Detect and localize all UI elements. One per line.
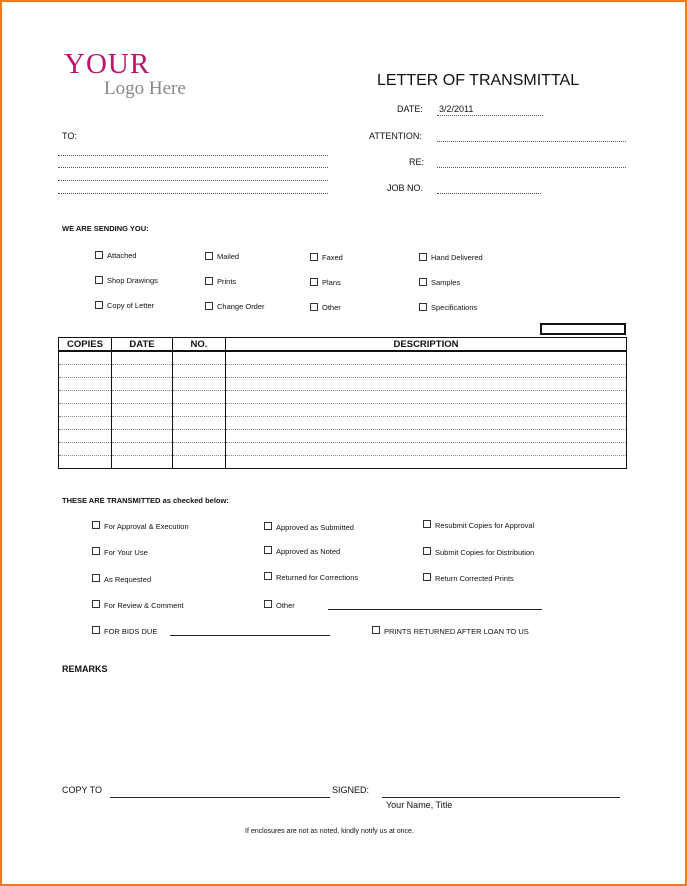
remarks-label: REMARKS (62, 664, 108, 674)
table-cell[interactable] (112, 351, 173, 365)
to-line-4[interactable] (58, 193, 328, 194)
table-cell[interactable] (226, 443, 627, 456)
label-prints-returned: PRINTS RETURNED AFTER LOAN TO US (384, 627, 529, 636)
label-samples: Samples (431, 278, 461, 287)
table-cell[interactable] (59, 430, 112, 443)
table-cell[interactable] (59, 443, 112, 456)
label-prints: Prints (217, 277, 237, 286)
checkbox-plans[interactable] (310, 278, 318, 286)
col-description: DESCRIPTION (226, 338, 627, 352)
checkbox-for-approval[interactable] (92, 521, 100, 529)
reference-box[interactable] (540, 323, 626, 335)
label-return-corrected: Return Corrected Prints (435, 574, 514, 583)
label-for-your-use: For Your Use (104, 548, 148, 557)
checkbox-for-bids-due[interactable] (92, 626, 100, 634)
checkbox-copy-of-letter[interactable] (95, 301, 103, 309)
label-other-transmitted: Other (276, 601, 295, 610)
re-field[interactable] (437, 167, 626, 168)
label-attached: Attached (107, 251, 137, 260)
transmitted-heading (62, 496, 229, 505)
table-cell[interactable] (112, 443, 173, 456)
table-row (59, 351, 627, 365)
table-cell[interactable] (59, 351, 112, 365)
table-cell[interactable] (226, 417, 627, 430)
label-mailed: Mailed (217, 252, 240, 261)
checkbox-approved-noted[interactable] (264, 546, 272, 554)
table-cell[interactable] (173, 365, 226, 378)
checkbox-for-your-use[interactable] (92, 547, 100, 555)
table-cell[interactable] (59, 417, 112, 430)
table-cell[interactable] (59, 378, 112, 391)
label-for-approval: For Approval & Execution (104, 522, 189, 531)
signed-label: SIGNED: (332, 785, 370, 795)
re-label: RE: (409, 157, 425, 167)
label-hand-delivered: Hand Delivered (431, 253, 483, 262)
label-other-sending: Other (322, 303, 341, 312)
table-cell[interactable] (173, 417, 226, 430)
table-cell[interactable] (226, 430, 627, 443)
table-cell[interactable] (112, 430, 173, 443)
checkbox-for-review[interactable] (92, 600, 100, 608)
signature-line[interactable] (382, 797, 620, 798)
document-title: LETTER OF TRANSMITTAL (377, 72, 580, 89)
transmitted-heading-rest: as checked below: (160, 496, 229, 505)
transmitted-heading-bold: THESE ARE TRANSMITTED (62, 496, 161, 505)
table-cell[interactable] (112, 378, 173, 391)
checkbox-returned-corrections[interactable] (264, 572, 272, 580)
label-faxed: Faxed (322, 253, 343, 262)
label-submit-distribution: Submit Copies for Distribution (435, 548, 535, 557)
table-cell[interactable] (112, 417, 173, 430)
table-cell[interactable] (173, 430, 226, 443)
table-row (59, 456, 627, 469)
col-no: NO. (173, 338, 226, 352)
table-cell[interactable] (59, 365, 112, 378)
table-row (59, 365, 627, 378)
checkbox-resubmit[interactable] (423, 520, 431, 528)
copy-to-line[interactable] (110, 797, 330, 798)
attention-label: ATTENTION: (369, 131, 422, 141)
checkbox-submit-distribution[interactable] (423, 547, 431, 555)
to-line-1[interactable] (58, 155, 328, 156)
label-specifications: Specifications (431, 303, 478, 312)
col-copies: COPIES (59, 338, 112, 352)
table-row (59, 417, 627, 430)
table-cell[interactable] (226, 456, 627, 469)
table-cell[interactable] (173, 378, 226, 391)
checkbox-mailed[interactable] (205, 252, 213, 260)
date-label: DATE: (397, 104, 423, 114)
table-cell[interactable] (59, 456, 112, 469)
to-label: TO: (62, 131, 77, 141)
label-approved-noted: Approved as Noted (276, 547, 341, 556)
table-cell[interactable] (59, 404, 112, 417)
table-row (59, 443, 627, 456)
bids-due-line[interactable] (170, 635, 330, 636)
label-for-review: For Review & Comment (104, 601, 184, 610)
checkbox-prints[interactable] (205, 277, 213, 285)
logo-here: Logo Here (104, 78, 186, 99)
label-plans: Plans (322, 278, 341, 287)
label-for-bids-due: FOR BIDS DUE (104, 627, 158, 636)
table-cell[interactable] (226, 404, 627, 417)
table-row (59, 404, 627, 417)
name-title: Your Name, Title (386, 800, 453, 810)
checkbox-specifications[interactable] (419, 303, 427, 311)
table-cell[interactable] (112, 365, 173, 378)
date-line (437, 115, 543, 116)
table-cell[interactable] (173, 351, 226, 365)
checkbox-as-requested[interactable] (92, 574, 100, 582)
label-approved-submitted: Approved as Submitted (276, 523, 354, 532)
col-date: DATE (112, 338, 173, 352)
table-cell[interactable] (173, 404, 226, 417)
checkbox-shop-drawings[interactable] (95, 276, 103, 284)
checkbox-return-corrected[interactable] (423, 573, 431, 581)
checkbox-attached[interactable] (95, 251, 103, 259)
checkbox-faxed[interactable] (310, 253, 318, 261)
label-resubmit: Resubmit Copies for Approval (435, 521, 535, 530)
job-field[interactable] (437, 193, 541, 194)
logo-your: YOUR (64, 48, 151, 80)
checkbox-other-transmitted[interactable] (264, 600, 272, 608)
other-line[interactable] (328, 609, 542, 610)
checkbox-prints-returned[interactable] (372, 626, 380, 634)
attention-field[interactable] (437, 141, 626, 142)
checkbox-approved-submitted[interactable] (264, 522, 272, 530)
checkbox-samples[interactable] (419, 278, 427, 286)
table-row (59, 391, 627, 404)
to-line-2[interactable] (58, 167, 328, 168)
table-cell[interactable] (59, 391, 112, 404)
table-cell[interactable] (226, 378, 627, 391)
label-copy-of-letter: Copy of Letter (107, 301, 155, 310)
checkbox-change-order[interactable] (205, 302, 213, 310)
items-table (58, 337, 627, 469)
table-cell[interactable] (112, 391, 173, 404)
table-cell[interactable] (226, 351, 627, 365)
footer-note: If enclosures are not as noted, kindly notify us at once. (245, 828, 414, 835)
to-line-3[interactable] (58, 180, 328, 181)
label-shop-drawings: Shop Drawings (107, 276, 158, 285)
checkbox-hand-delivered[interactable] (419, 253, 427, 261)
table-row (59, 378, 627, 391)
table-row (59, 430, 627, 443)
table-cell[interactable] (226, 365, 627, 378)
label-returned-corrections: Returned for Corrections (276, 573, 359, 582)
table-cell[interactable] (173, 443, 226, 456)
copy-to-label: COPY TO (62, 785, 103, 795)
sending-heading: WE ARE SENDING YOU: (62, 224, 149, 233)
label-change-order: Change Order (217, 302, 265, 311)
label-as-requested: As Requested (104, 575, 152, 584)
table-cell[interactable] (173, 391, 226, 404)
table-cell[interactable] (112, 404, 173, 417)
table-cell[interactable] (112, 456, 173, 469)
job-label: JOB NO. (387, 183, 424, 193)
date-value[interactable]: 3/2/2011 (439, 104, 474, 114)
table-cell[interactable] (173, 456, 226, 469)
table-cell[interactable] (226, 391, 627, 404)
checkbox-other-sending[interactable] (310, 303, 318, 311)
